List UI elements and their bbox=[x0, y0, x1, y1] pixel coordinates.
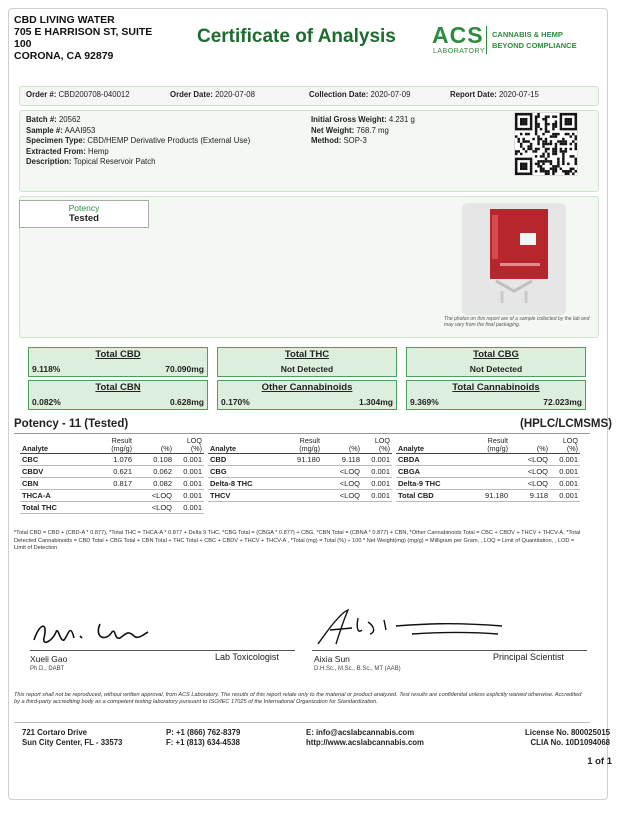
summary-title: Total THC bbox=[284, 349, 330, 360]
summary-total-cbn bbox=[28, 380, 208, 410]
analyte-cell: CBG bbox=[208, 466, 274, 478]
sample-info-panel bbox=[19, 110, 599, 192]
report-date-label: Report Date: bbox=[450, 90, 497, 99]
footer-address-line-1: 721 Cortaro Drive bbox=[22, 728, 88, 737]
analyte-cell: CBC bbox=[20, 454, 86, 466]
signature-2-image bbox=[312, 604, 512, 655]
logo-tagline-1: CANNABIS & HEMP bbox=[492, 30, 563, 39]
sample-value: AAAI953 bbox=[64, 125, 96, 135]
method-value: SOP-3 bbox=[343, 136, 367, 145]
net-weight-value: 768.7 mg bbox=[356, 125, 389, 135]
result-header: Result (mg/g) bbox=[299, 436, 320, 453]
analyte-cell: Delta-8 THC bbox=[208, 478, 274, 490]
analyte-cell: CBD bbox=[208, 454, 274, 466]
logo-tagline-2: BEYOND COMPLIANCE bbox=[492, 41, 577, 50]
potency-status-badge bbox=[19, 200, 149, 228]
percent-header: (%) bbox=[160, 444, 172, 453]
summary-total-thc bbox=[217, 347, 397, 377]
loq-header: LOQ (%) bbox=[186, 436, 202, 453]
batch-label: Batch #: bbox=[26, 115, 57, 124]
result-cell bbox=[274, 490, 322, 502]
table-row bbox=[20, 454, 204, 466]
result-cell bbox=[86, 502, 134, 514]
summary-total-cbd bbox=[28, 347, 208, 377]
summary-total-cannabinoids bbox=[406, 380, 586, 410]
client-suite: 100 bbox=[14, 38, 32, 50]
sample-photo bbox=[462, 203, 566, 315]
footer-email[interactable]: E: info@acslabcannabis.com bbox=[306, 728, 415, 737]
result-cell bbox=[274, 478, 322, 490]
summary-mg: 1.304mg bbox=[358, 397, 393, 407]
result-cell bbox=[274, 466, 322, 478]
summary-mg: 0.628mg bbox=[169, 397, 204, 407]
potency-status-value: Tested bbox=[69, 213, 99, 224]
collection-date-label: Collection Date: bbox=[309, 90, 369, 99]
net-weight-label: Net Weight: bbox=[311, 125, 355, 135]
table-row bbox=[396, 478, 580, 490]
percent-cell: <LOQ bbox=[134, 502, 174, 514]
table-row bbox=[208, 466, 392, 478]
signer-1-credentials: Ph.D., DABT bbox=[30, 666, 65, 672]
table-row bbox=[20, 466, 204, 478]
potency-table-col-2 bbox=[208, 437, 392, 502]
client-city: CORONA, CA 92879 bbox=[14, 50, 114, 62]
specimen-value: CBD/HEMP Derivative Products (External Use) bbox=[87, 136, 251, 145]
table-row bbox=[20, 490, 204, 502]
collection-date-value: 2020-07-09 bbox=[370, 90, 411, 99]
signature-2-line bbox=[312, 650, 587, 651]
analyte-cell: THCV bbox=[208, 490, 274, 502]
loq-cell: 0.001 bbox=[174, 478, 204, 490]
result-cell bbox=[462, 466, 510, 478]
summary-mg: 70.090mg bbox=[165, 364, 204, 374]
client-address bbox=[14, 14, 164, 62]
footer-divider bbox=[14, 722, 590, 723]
analyte-header: Analyte bbox=[398, 444, 424, 453]
analyte-header: Analyte bbox=[210, 444, 236, 453]
footer-phone: P: +1 (866) 762-8379 bbox=[166, 728, 241, 737]
order-date-label: Order Date: bbox=[170, 90, 213, 99]
table-row bbox=[208, 454, 392, 466]
result-cell: 1.076 bbox=[86, 454, 134, 466]
summary-percent: 0.082% bbox=[32, 397, 61, 407]
footer-license: License No. 800025015 bbox=[525, 728, 610, 737]
table-row bbox=[208, 490, 392, 502]
signer-2-credentials: D.H.Sc., M.Sc., B.Sc., MT (AAB) bbox=[314, 666, 401, 672]
percent-cell: <LOQ bbox=[510, 478, 550, 490]
analyte-cell: Total THC bbox=[20, 502, 86, 514]
potency-status-label: Potency bbox=[68, 203, 100, 213]
summary-percent: 9.118% bbox=[32, 364, 61, 374]
signer-1-title: Lab Toxicologist bbox=[215, 652, 279, 662]
footer-fax: F: +1 (813) 634-4538 bbox=[166, 738, 240, 747]
result-cell: 0.817 bbox=[86, 478, 134, 490]
result-cell bbox=[86, 490, 134, 502]
result-header: Result (mg/g) bbox=[487, 436, 508, 453]
table-row bbox=[396, 466, 580, 478]
client-street: 705 E HARRISON ST, SUITE bbox=[14, 26, 153, 38]
page-title: Certificate of Analysis bbox=[197, 26, 396, 47]
loq-header: LOQ (%) bbox=[562, 436, 578, 453]
summary-percent: 0.170% bbox=[221, 397, 250, 407]
extracted-value: Hemp bbox=[87, 146, 109, 156]
potency-divider bbox=[14, 433, 590, 434]
summary-title: Total CBD bbox=[95, 349, 141, 360]
footer-address bbox=[22, 728, 122, 748]
footer-website-link[interactable]: http://www.acslabcannabis.com bbox=[306, 738, 424, 747]
summary-mg: 72.023mg bbox=[543, 397, 582, 407]
result-cell: 91.180 bbox=[274, 454, 322, 466]
percent-cell: 9.118 bbox=[322, 454, 362, 466]
disclaimer: This report shall not be reproduced, without written approval, from ACS Laboratory. The results of this report relate only to the material or product analyzed. Test results are confidential unless explicitly waived otherwise. Accredited by a third-party accrediting body as a competent testing laboratory pursuant to ISO/IEC 17025 of the International Organization for Standardization. bbox=[14, 692, 582, 705]
qr-code-icon[interactable] bbox=[514, 112, 578, 176]
analyte-cell: CBN bbox=[20, 478, 86, 490]
summary-total-cbg bbox=[406, 347, 586, 377]
footnote: *Total CBD = CBD + (CBD-A * 0.877), *Total THC = THCA-A * 0.877 + Delta 9 THC, *CBG Total = (CBGA * 0.877) + CBG, *CBN Total = (CBNA * 0.877) + CBN, *Other Cannabinoids Total = CBC + CBDV + THCV + THCV-A, *Total Detected Cannabinoids = CBD Total + CBG Total + CBN Total + THC Total + CBC + CBDV + THCV + THCV-A , *Total (mg) = Total (%) ÷ 100 * Net Weight(mg) (mg/g) = Milligram per Gram, , LOQ = Limit of Quantitation, , LOD = Limit of Detection bbox=[14, 530, 581, 551]
potency-section-title: Potency - 11 (Tested) bbox=[14, 418, 129, 430]
summary-status: Not Detected bbox=[280, 364, 334, 374]
table-row bbox=[396, 454, 580, 466]
order-label: Order #: bbox=[26, 90, 57, 99]
footer-clia: CLIA No. 10D1094068 bbox=[530, 738, 610, 747]
gross-weight-value: 4.231 g bbox=[388, 115, 415, 124]
footer-licenses bbox=[525, 728, 610, 748]
description-label: Description: bbox=[26, 157, 72, 166]
loq-cell: 0.001 bbox=[362, 466, 392, 478]
percent-cell: <LOQ bbox=[322, 466, 362, 478]
summary-title: Total Cannabinoids bbox=[452, 382, 540, 393]
result-cell: 0.621 bbox=[86, 466, 134, 478]
footer-contact bbox=[306, 728, 424, 748]
potency-table-col-1 bbox=[20, 437, 204, 514]
signer-2-name: Aixia Sun bbox=[314, 654, 350, 664]
analyte-cell: CBGA bbox=[396, 466, 462, 478]
potency-method: (HPLC/LCMSMS) bbox=[520, 418, 612, 430]
sample-label: Sample #: bbox=[26, 125, 63, 135]
signature-1-line bbox=[30, 650, 295, 651]
loq-cell: 0.001 bbox=[174, 466, 204, 478]
analyte-cell: Delta-9 THC bbox=[396, 478, 462, 490]
result-cell: 91.180 bbox=[462, 490, 510, 502]
table-row bbox=[20, 478, 204, 490]
result-cell bbox=[462, 478, 510, 490]
table-row bbox=[396, 490, 580, 502]
signer-2-title: Principal Scientist bbox=[493, 652, 565, 662]
loq-cell: 0.001 bbox=[174, 490, 204, 502]
percent-cell: 0.082 bbox=[134, 478, 174, 490]
percent-cell: <LOQ bbox=[510, 466, 550, 478]
percent-cell: <LOQ bbox=[322, 478, 362, 490]
order-bar bbox=[19, 86, 599, 106]
loq-cell: 0.001 bbox=[174, 454, 204, 466]
loq-cell: 0.001 bbox=[362, 454, 392, 466]
loq-cell: 0.001 bbox=[550, 466, 580, 478]
summary-title: Total CBG bbox=[473, 349, 519, 360]
specimen-label: Specimen Type: bbox=[26, 136, 86, 145]
gross-weight-label: Initial Gross Weight: bbox=[311, 115, 387, 124]
loq-cell: 0.001 bbox=[174, 502, 204, 514]
logo-brand: ACS bbox=[432, 22, 484, 48]
loq-header: LOQ (%) bbox=[374, 436, 390, 453]
analyte-cell: THCA-A bbox=[20, 490, 86, 502]
summary-status: Not Detected bbox=[469, 364, 523, 374]
logo-separator bbox=[486, 26, 487, 54]
result-cell bbox=[462, 454, 510, 466]
extracted-label: Extracted From: bbox=[26, 146, 86, 156]
photo-caption: The photos on this report are of a sample collected by the lab and may vary from the final packaging. bbox=[444, 316, 590, 328]
method-label: Method: bbox=[311, 136, 342, 145]
result-header: Result (mg/g) bbox=[111, 436, 132, 453]
summary-title: Other Cannabinoids bbox=[261, 382, 353, 393]
batch-value: 20562 bbox=[58, 115, 81, 124]
acs-logo bbox=[432, 22, 592, 56]
client-name: CBD LIVING WATER bbox=[14, 14, 115, 26]
footer-phones bbox=[166, 728, 240, 748]
summary-percent: 9.369% bbox=[410, 397, 439, 407]
percent-header: (%) bbox=[348, 444, 360, 453]
percent-header: (%) bbox=[536, 444, 548, 453]
report-date-value: 2020-07-15 bbox=[498, 90, 539, 99]
logo-sub: LABORATORY bbox=[433, 48, 486, 55]
description-value: Topical Reservoir Patch bbox=[73, 157, 156, 166]
loq-cell: 0.001 bbox=[550, 478, 580, 490]
loq-cell: 0.001 bbox=[362, 478, 392, 490]
summary-title: Total CBN bbox=[95, 382, 141, 393]
percent-cell: 0.062 bbox=[134, 466, 174, 478]
analyte-cell: CBDV bbox=[20, 466, 86, 478]
footer-address-line-2: Sun City Center, FL - 33573 bbox=[22, 738, 123, 747]
loq-cell: 0.001 bbox=[550, 490, 580, 502]
table-row bbox=[208, 478, 392, 490]
potency-table-col-3 bbox=[396, 437, 580, 502]
percent-cell: 0.108 bbox=[134, 454, 174, 466]
signer-1-name: Xueli Gao bbox=[30, 654, 68, 664]
analyte-cell: Total CBD bbox=[396, 490, 462, 502]
order-date-value: 2020-07-08 bbox=[215, 90, 255, 99]
order-value: CBD200708-040012 bbox=[58, 90, 130, 99]
percent-cell: 9.118 bbox=[510, 490, 550, 502]
summary-other-cannabinoids bbox=[217, 380, 397, 410]
loq-cell: 0.001 bbox=[362, 490, 392, 502]
percent-cell: <LOQ bbox=[134, 490, 174, 502]
table-row bbox=[20, 502, 204, 514]
analyte-header: Analyte bbox=[22, 444, 48, 453]
analyte-cell: CBDA bbox=[396, 454, 462, 466]
page-number: 1 of 1 bbox=[587, 756, 612, 767]
percent-cell: <LOQ bbox=[510, 454, 550, 466]
loq-cell: 0.001 bbox=[550, 454, 580, 466]
percent-cell: <LOQ bbox=[322, 490, 362, 502]
